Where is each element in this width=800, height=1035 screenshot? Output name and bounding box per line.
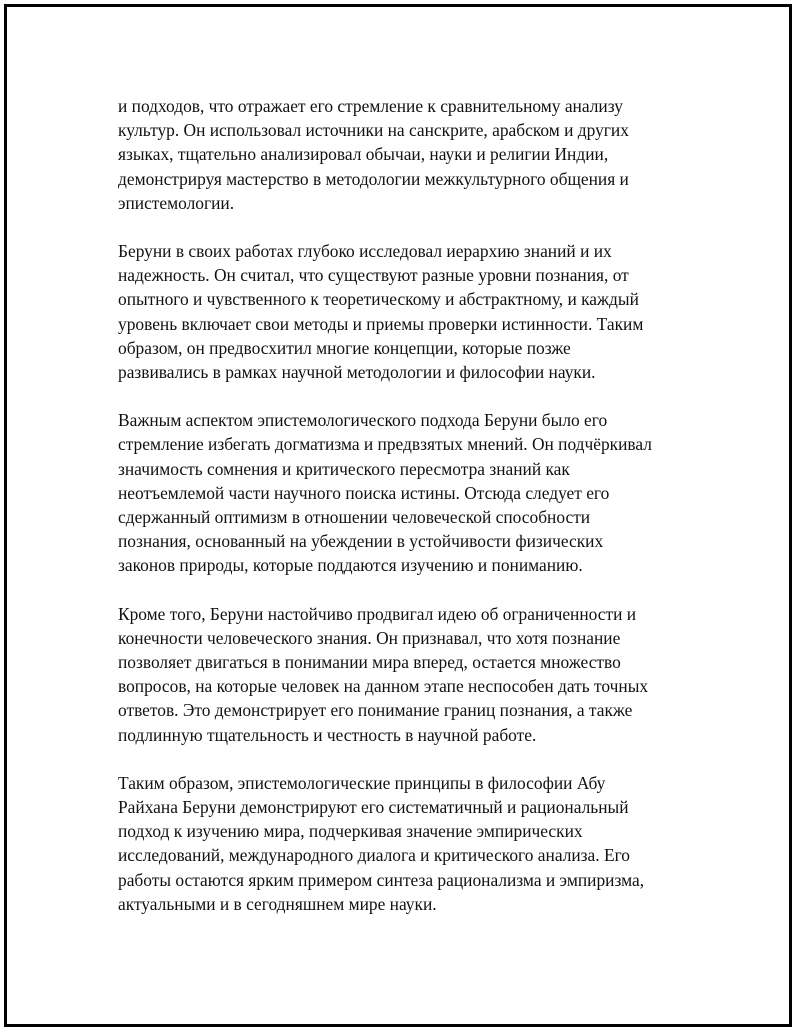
text-line: познания, основанный на убеждении в устойчивости физических (118, 531, 604, 552)
text-line: подход к изучению мира, подчеркивая значение эмпирических (118, 821, 583, 842)
text-line: образом, он предвосхитил многие концепции, которые позже (118, 337, 571, 358)
paragraph-4 (118, 602, 698, 747)
text-line: неотъемлемой части научного поиска истины. Отсюда следует его (118, 482, 610, 503)
text-line: исследований, международного диалога и критического анализа. Его (118, 845, 630, 866)
text-line: конечности человеческого знания. Он признавал, что хотя познание (118, 627, 621, 648)
text-line: Райхана Беруни демонстрируют его систематичный и рациональный (118, 797, 629, 818)
text-line: значимость сомнения и критического пересмотра знаний как (118, 458, 570, 479)
text-line: законов природы, которые поддаются изучению и пониманию. (118, 555, 583, 576)
text-line: надежность. Он считал, что существуют разные уровни познания, от (118, 265, 629, 286)
text-line: вопросов, на которые человек на данном этапе неспособен дать точных (118, 676, 649, 697)
text-line: языках, тщательно анализировал обычаи, науки и религии Индии, (118, 144, 609, 165)
paragraph-3 (118, 408, 698, 577)
text-line: актуальными и в сегодняшнем мире науки. (118, 893, 437, 914)
text-line: работы остаются ярким примером синтеза рационализма и эмпиризма, (118, 869, 645, 890)
text-line: опытного и чувственного к теоретическому и абстрактному, и каждый (118, 289, 639, 310)
paragraph-1 (118, 94, 698, 215)
text-line: и подходов, что отражает его стремление к сравнительному анализу (118, 96, 623, 116)
text-line: Беруни в своих работах глубоко исследовал иерархию знаний и их (118, 241, 612, 262)
document-body (118, 94, 698, 940)
text-line: Таким образом, эпистемологические принципы в философии Абу (118, 772, 606, 793)
text-line: эпистемологии. (118, 192, 235, 213)
text-line: сдержанный оптимизм в отношении человеческой способности (118, 507, 591, 528)
text-line: стремление избегать догматизма и предвзятых мнений. Он подчёркивал (118, 434, 652, 455)
paragraph-5 (118, 771, 698, 916)
text-line: демонстрируя мастерство в методологии межкультурного общения и (118, 168, 629, 189)
text-line: позволяет двигаться в понимании мира вперед, остается множество (118, 652, 621, 673)
text-line: Кроме того, Беруни настойчиво продвигал идею об ограниченности и (118, 603, 637, 624)
text-line: развивались в рамках научной методологии и философии науки. (118, 362, 596, 383)
paragraph-2 (118, 239, 698, 384)
text-line: культур. Он использовал источники на санскрите, арабском и других (118, 120, 629, 141)
text-line: подлинную тщательность и честность в научной работе. (118, 724, 537, 745)
text-line: Важным аспектом эпистемологического подхода Беруни было его (118, 410, 608, 431)
text-line: уровень включает свои методы и приемы проверки истинности. Таким (118, 313, 644, 334)
text-line: ответов. Это демонстрирует его понимание границ познания, а также (118, 700, 633, 721)
